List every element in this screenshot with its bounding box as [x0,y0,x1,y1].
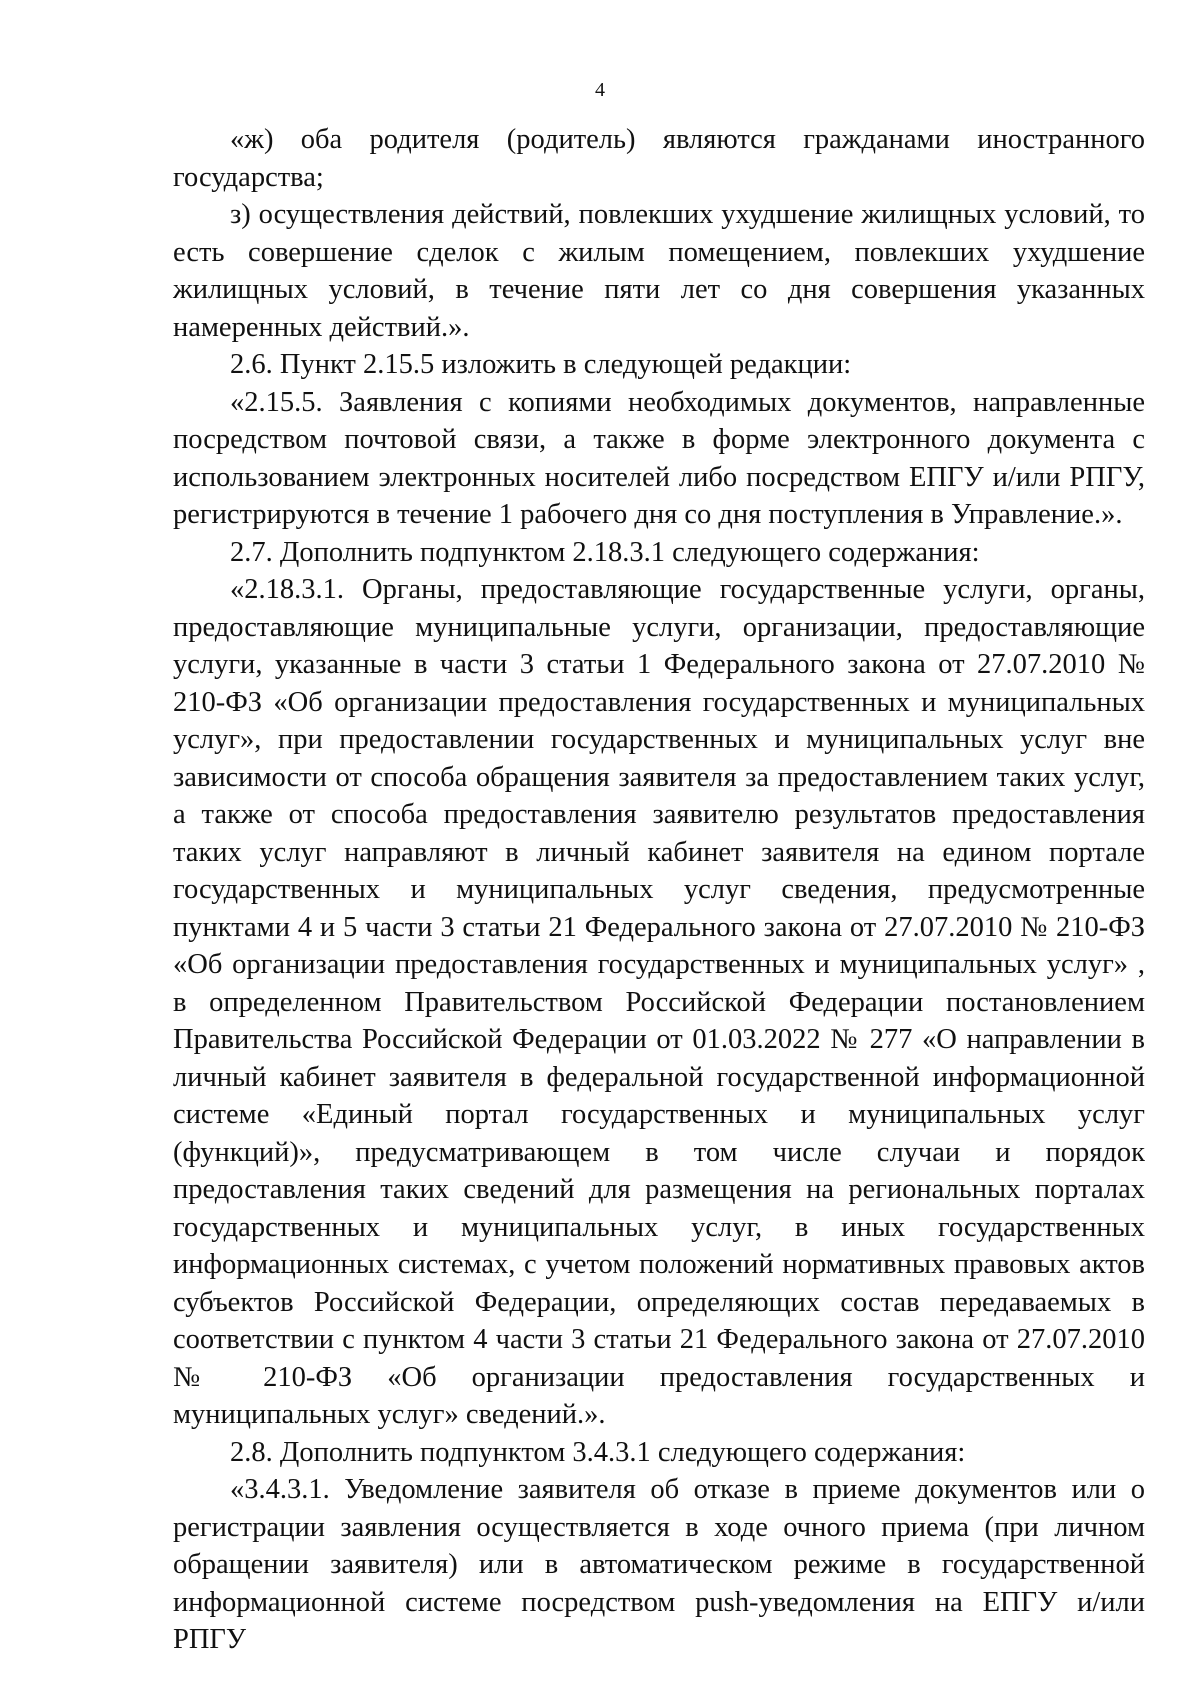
paragraph-item-2-7: 2.7. Дополнить подпунктом 2.18.3.1 следующего содержания: [230,536,980,568]
paragraph-2-15-5: «2.15.5. Заявления с копиями необходимых документов, направленные посредством почтовой связи, а также в форме электронного документа с использованием электронных носителей либо посредством ЕПГУ и/или РПГУ, регистрируются в течение 1 рабочего дня со дня поступления в Управление.». [173,386,1145,530]
paragraph-item-2-6: 2.6. Пункт 2.15.5 изложить в следующей редакции: [230,349,852,380]
page-number: 4 [595,79,605,101]
paragraph-3-4-3-1: «3.4.3.1. Уведомление заявителя об отказе в приеме документов или о регистрации заявления осуществляется в ходе очного приема (при личном обращении заявителя) или в автоматическом режиме в государственной информационной системе посредством push-уведомления на ЕПГУ и/или РПГУ [173,1474,1145,1655]
paragraph-clause-zh: «ж) оба родителя (родитель) являются гражданами иностранного государства; [173,124,1145,193]
document-body [173,121,1145,1659]
paragraph-clause-z: з) осуществления действий, повлекших ухудшение жилищных условий, то есть совершение сделок с жилым помещением, повлекших ухудшение жилищных условий, в течение пяти лет со дня совершения указанных намеренных действий.». [173,199,1145,343]
paragraph-item-2-8: 2.8. Дополнить подпунктом 3.4.3.1 следующего содержания: [230,1436,966,1468]
paragraph-2-18-3-1: «2.18.3.1. Органы, предоставляющие государственные услуги, органы, предоставляющие муниципальные услуги, организации, предоставляющие услуги, указанные в части 3 статьи 1 Федерального закона от 27.07.2010 № 210-ФЗ «Об организации предоставления государственных и муниципальных услуг», при предоставлении государственных и муниципальных услуг вне зависимости от способа обращения заявителя за предоставлением таких услуг, а также от способа предоставления заявителю результатов предоставления таких услуг направляют в личный кабинет заявителя на едином портале государственных и муниципальных услуг сведения, предусмотренные пунктами 4 и 5 части 3 статьи 21 Федерального закона от 27.07.2010 № 210-ФЗ «Об организации предоставления государственных и муниципальных услуг» , в определенном Правительством Российской Федерации постановлением Правительства Российской Федерации от 01.03.2022 № 277 «О направлении в личный кабинет заявителя в федеральной государственной информационной системе «Единый портал государственных и муниципальных услуг (функций)», предусматривающем в том числе случаи и порядок предоставления таких сведений для размещения на региональных порталах государственных и муниципальных услуг, в иных государственных информационных системах, с учетом положений нормативных правовых актов субъектов Российской Федерации, определяющих состав передаваемых в соответствии с пунктом 4 части 3 статьи 21 Федерального закона от 27.07.2010 № 210-ФЗ «Об организации предоставления государственных и муниципальных услуг» сведений.». [173,574,1145,1430]
